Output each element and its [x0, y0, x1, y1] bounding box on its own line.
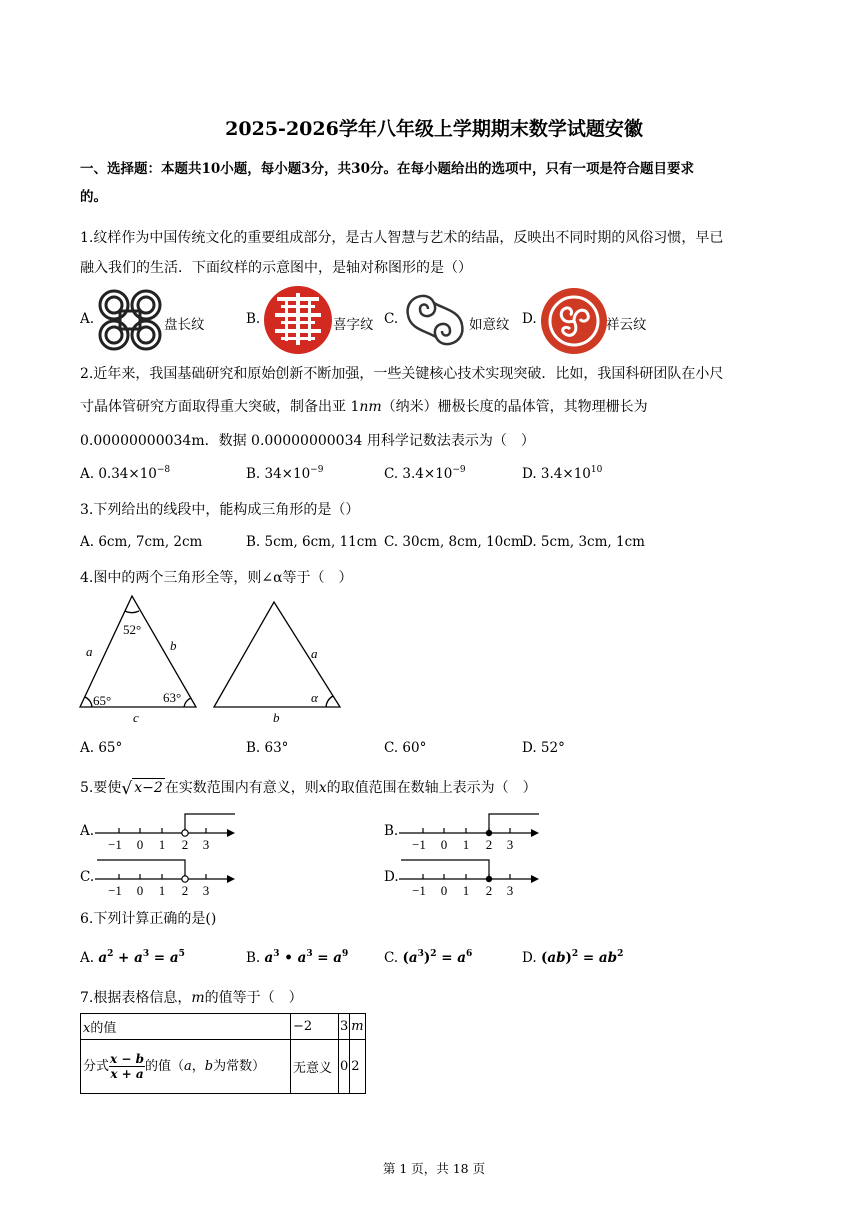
tick-label: 3 [506, 837, 514, 852]
double-happiness-icon [263, 285, 333, 355]
q5-option-c-letter: C. [80, 869, 95, 885]
q1-option-b-letter: B. [246, 311, 261, 327]
q3-option-a: A. 6cm, 7cm, 2cm [80, 534, 203, 550]
tri1-top-angle: 52° [123, 622, 142, 637]
q2-option-b: B. $34\times 10^{-9}$ [246, 465, 324, 482]
fraction: $\frac{x - b}{x + a}$ [110, 1052, 144, 1081]
q6-option-b: B. $a^3$ • $a^3 = a^9$ [246, 949, 349, 966]
tick-label: 3 [202, 837, 210, 852]
tick-label: 3 [506, 883, 514, 898]
q1-option-d-label: 祥云纹 [606, 317, 647, 333]
q1-line2: 融入我们的生活．下面纹样的示意图中，是轴对称图形的是（） [80, 260, 472, 276]
q4-option-b: B. 63° [246, 740, 289, 756]
q5-numberline-a [95, 808, 240, 852]
tri1-side-c: c [133, 710, 139, 724]
tri2-side-a: a [311, 646, 318, 661]
q2-line3: 0.00000000034m．数据 0.00000000034 用科学记数法表示为（ ） [80, 433, 535, 449]
q5-option-b-letter: B. [384, 823, 399, 839]
q1-option-c-letter: C. [384, 311, 399, 327]
section-instructions-line1: 一、选择题：本题共10小题，每小题3分，共30分。在每小题给出的选项中，只有一项是符合题目要求 [80, 161, 694, 177]
table-row [81, 1040, 366, 1094]
q2-option-c: C. $3.4\times 10^{-9}$ [384, 465, 466, 482]
q1-option-a-label: 盘长纹 [164, 317, 205, 333]
tick-label: 0 [136, 837, 144, 852]
tri1-right-angle: 63° [163, 690, 182, 705]
q7-row1-header: x的值 [81, 1014, 291, 1040]
q7-cell: −2 [291, 1014, 339, 1040]
q7-cell: 0 [339, 1040, 350, 1094]
q3-option-d: D. 5cm, 3cm, 1cm [522, 534, 645, 550]
tick-label: 1 [462, 837, 470, 852]
q7-row2-header: 分式 $\frac{x - b}{x + a}$ 的值（a，b为常数） [81, 1040, 291, 1094]
q5-numberline-d [399, 854, 544, 898]
q2-line2: 寸晶体管研究方面取得重大突破，制备出亚 1nm（纳米）栅极长度的晶体管，其物理栅长为 [80, 399, 648, 415]
tick-label: 0 [136, 883, 144, 898]
q3-option-b: B. 5cm, 6cm, 11cm [246, 534, 378, 550]
tick-label: 0 [440, 883, 448, 898]
tri2-side-b: b [273, 710, 280, 724]
tri2-angle-alpha: α [311, 690, 318, 705]
q7-value-table [80, 1013, 366, 1094]
q5-text: 5.要使√ x−2 在实数范围内有意义，则x的取值范围在数轴上表示为（ ） [80, 779, 537, 799]
tick-label: 2 [181, 883, 189, 898]
tick-label: −1 [412, 883, 426, 898]
page-footer: 第 1 页，共 18 页 [382, 1161, 486, 1176]
table-row [81, 1014, 366, 1040]
tick-label: 2 [485, 883, 493, 898]
q6-text: 6.下列计算正确的是() [80, 911, 217, 927]
q4-option-c: C. 60° [384, 740, 427, 756]
q7-cell: 3 [339, 1014, 350, 1040]
q5-option-d-letter: D. [384, 869, 399, 885]
section-instructions-line2: 的。 [80, 189, 107, 205]
tri1-side-b: b [170, 638, 177, 653]
tick-label: 1 [158, 883, 166, 898]
tick-label: 3 [202, 883, 210, 898]
q6-option-d: D. $(ab)^2 = ab^2$ [522, 949, 624, 966]
tri1-side-a: a [86, 644, 93, 659]
q1-option-d-letter: D. [522, 311, 537, 327]
q5-option-a-letter: A. [80, 823, 95, 839]
q7-cell: m [350, 1014, 365, 1040]
tick-label: 1 [158, 837, 166, 852]
panchang-knot-icon [96, 287, 164, 353]
q7-cell: 无意义 [291, 1040, 339, 1094]
q1-line1: 1.纹样作为中国传统文化的重要组成部分，是古人智慧与艺术的结晶，反映出不同时期的风俗习惯，早已 [80, 230, 724, 246]
ruyi-scroll-icon [400, 287, 470, 353]
q2-line1: 2.近年来，我国基础研究和原始创新不断加强，一些关键核心技术实现突破．比如，我国科研团队在小尺 [80, 366, 724, 382]
q5-numberline-b [399, 808, 544, 852]
tri1-left-angle: 65° [93, 693, 112, 708]
q1-option-c-label: 如意纹 [469, 317, 510, 333]
triangle-2 [214, 602, 340, 707]
q4-triangles-figure [76, 590, 346, 724]
tick-label: 1 [462, 883, 470, 898]
q5-numberline-c [95, 854, 240, 898]
q4-option-a: A. 65° [80, 740, 123, 756]
q6-option-a: A. $a^2 + a^3 = a^5$ [80, 949, 185, 966]
tick-label: 0 [440, 837, 448, 852]
page-title: 2025-2026学年八年级上学期期末数学试题安徽 [225, 118, 643, 140]
tick-label: −1 [108, 837, 122, 852]
tick-label: 2 [485, 837, 493, 852]
q4-text: 4.图中的两个三角形全等，则∠α等于（ ） [80, 570, 353, 586]
q6-option-c: C. $(a^3)^2 = a^6$ [384, 949, 473, 966]
q2-option-d: D. $3.4\times 10^{10}$ [522, 465, 603, 482]
tick-label: 2 [181, 837, 189, 852]
q3-text: 3.下列给出的线段中，能构成三角形的是（） [80, 502, 360, 518]
q3-option-c: C. 30cm, 8cm, 10cm [384, 534, 524, 550]
q4-option-d: D. 52° [522, 740, 565, 756]
q1-option-a-letter: A. [80, 311, 95, 327]
q1-option-b-label: 喜字纹 [333, 317, 374, 333]
tick-label: −1 [108, 883, 122, 898]
auspicious-cloud-icon [540, 287, 608, 355]
q2-option-a: A. $0.34\times 10^{-8}$ [80, 465, 171, 482]
tick-label: −1 [412, 837, 426, 852]
q7-text: 7.根据表格信息，m的值等于（ ） [80, 990, 303, 1006]
q7-cell: 2 [350, 1040, 365, 1094]
